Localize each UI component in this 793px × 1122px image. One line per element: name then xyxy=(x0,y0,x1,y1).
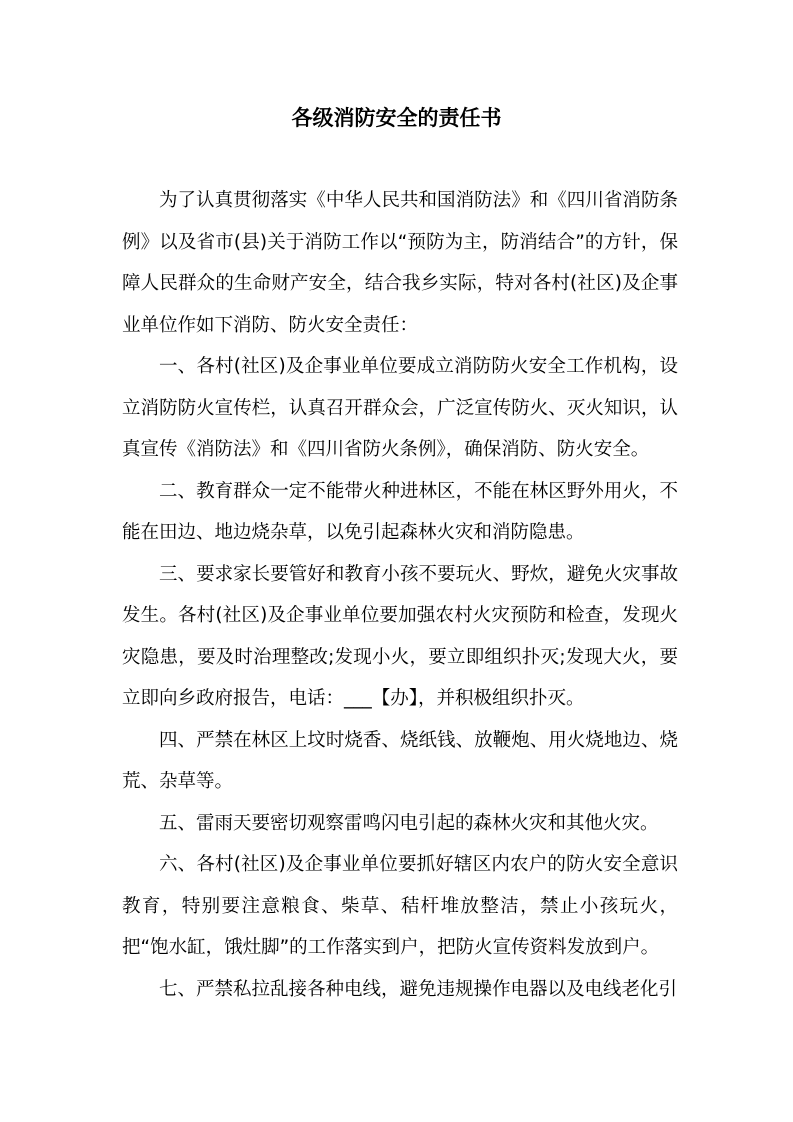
paragraph-item-7: 七、严禁私拉乱接各种电线，避免违规操作电器以及电线老化引 xyxy=(159,978,678,1000)
paragraph-item-3: 三、要求家长要管好和教育小孩不要玩火、野炊，避免火灾事故发生。各村(社区)及企事业单位要加强农村火灾预防和检查，发现火灾隐患，要及时治理整改;发现小火，要立即组织扑灭;发现大火，要立即向乡政府报告，电话：___【办】，并积极组织扑灭。 xyxy=(122,563,678,709)
paragraph-item-2: 二、教育群众一定不能带火种进林区，不能在林区野外用火，不能在田边、地边烧杂草，以免引起森林火灾和消防隐患。 xyxy=(122,480,678,543)
paragraph-item-4: 四、严禁在林区上坟时烧香、烧纸钱、放鞭炮、用火烧地边、烧荒、杂草等。 xyxy=(122,729,678,792)
paragraph-intro: 为了认真贯彻落实《中华人民共和国消防法》和《四川省消防条例》以及省市(县)关于消防工作以“预防为主，防消结合”的方针，保障人民群众的生命财产安全，结合我乡实际，特对各村(社区)及企事业单位作如下消防、防火安全责任： xyxy=(122,190,678,336)
paragraph-item-5: 五、雷雨天要密切观察雷鸣闪电引起的森林火灾和其他火灾。 xyxy=(159,812,659,834)
document-body xyxy=(122,180,678,1010)
document-title: 各级消防安全的责任书 xyxy=(291,106,502,130)
paragraph-item-6: 六、各村(社区)及企事业单位要抓好辖区内农户的防火安全意识教育，特别要注意粮食、柴草、秸杆堆放整洁，禁止小孩玩火，把“饱水缸，饿灶脚”的工作落实到户，把防火宣传资料发放到户。 xyxy=(122,854,679,958)
paragraph-item-1: 一、各村(社区)及企事业单位要成立消防防火安全工作机构，设立消防防火宣传栏，认真召开群众会，广泛宣传防火、灭火知识，认真宣传《消防法》和《四川省防火条例》，确保消防、防火安全。 xyxy=(122,356,679,460)
